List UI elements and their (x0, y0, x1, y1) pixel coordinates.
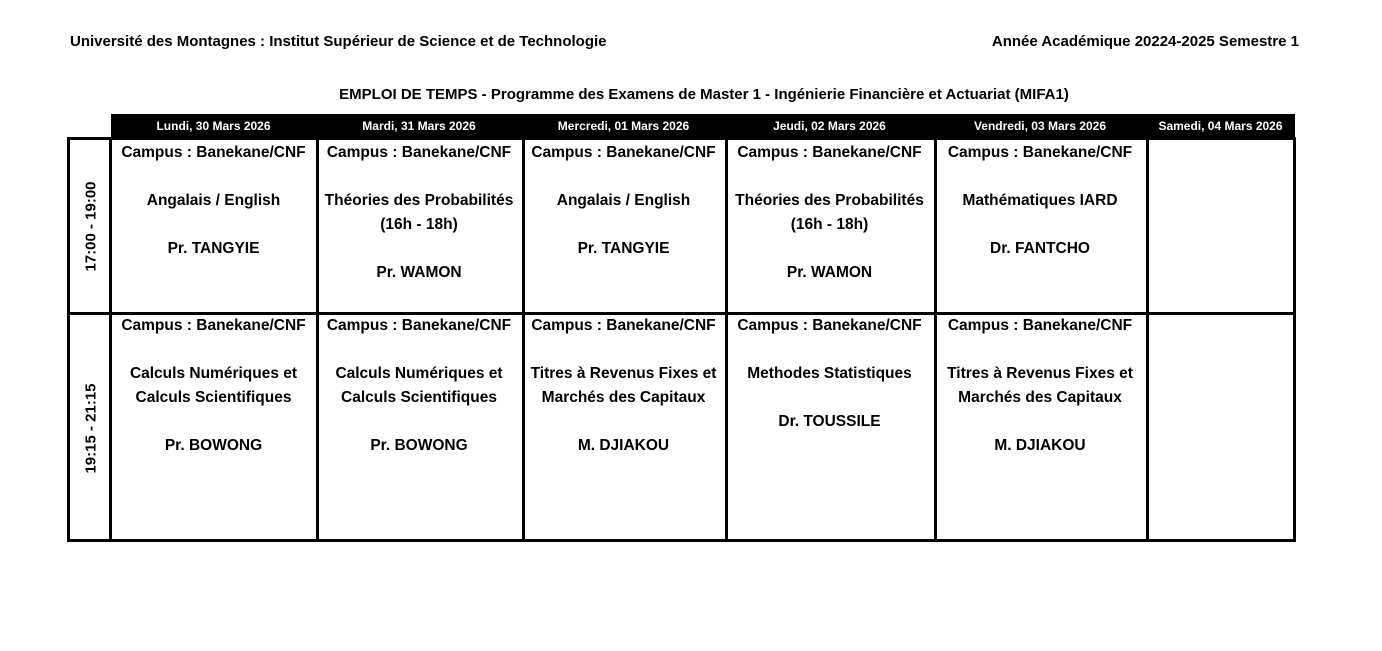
institution-name: Université des Montagnes : Institut Supérieur de Science et de Technologie (70, 33, 607, 50)
day-header-row (111, 114, 1295, 138)
professor-name: Pr. TANGYIE (167, 240, 260, 257)
course-name: Calculs Numériques et Calculs Scientifiques (335, 365, 503, 406)
campus-label: Campus : Banekane/CNF (531, 317, 716, 334)
course-name: Mathématiques IARD (962, 192, 1118, 209)
exam-cell (111, 313, 316, 458)
course-name: Angalais / English (146, 192, 281, 209)
campus-label: Campus : Banekane/CNF (531, 144, 716, 161)
course-name: Angalais / English (556, 192, 691, 209)
exam-cell (1146, 140, 1295, 164)
course-name: Théories des Probabilités (16h - 18h) (324, 192, 514, 233)
exam-cell (316, 140, 522, 285)
campus-label: Campus : Banekane/CNF (326, 317, 512, 334)
course-name: Titres à Revenus Fixes et Marchés des Capitaux (530, 365, 717, 406)
day-header-thursday: Jeudi, 02 Mars 2026 (773, 119, 886, 133)
course-name: Calculs Numériques et Calculs Scientifiques (129, 365, 298, 406)
exam-cell (725, 313, 934, 434)
campus-label: Campus : Banekane/CNF (947, 317, 1133, 334)
time-slot-2 (70, 315, 112, 542)
day-header-monday: Lundi, 30 Mars 2026 (156, 119, 271, 133)
time-slot-1 (70, 140, 112, 312)
course-name: Théories des Probabilités (16h - 18h) (735, 192, 924, 233)
course-name: Titres à Revenus Fixes et Marchés des Capitaux (947, 365, 1133, 406)
exam-cell (1146, 313, 1295, 337)
professor-name: Pr. BOWONG (164, 437, 263, 454)
exam-cell (934, 313, 1146, 458)
day-header-friday: Vendredi, 03 Mars 2026 (973, 119, 1107, 133)
campus-label: Campus : Banekane/CNF (326, 144, 512, 161)
professor-name: Dr. FANTCHO (990, 240, 1090, 257)
academic-year: Année Académique 20224-2025 Semestre 1 (991, 33, 1299, 50)
exam-cell (316, 313, 522, 458)
column-divider (1146, 140, 1149, 539)
exam-cell (111, 140, 316, 261)
day-header-saturday: Samedi, 04 Mars 2026 (1158, 119, 1283, 133)
professor-name: Pr. WAMON (786, 264, 873, 281)
professor-name: M. DJIAKOU (577, 437, 670, 454)
professor-name: Pr. WAMON (376, 264, 462, 281)
day-header-tuesday: Mardi, 31 Mars 2026 (362, 119, 476, 133)
exam-cell (725, 140, 934, 285)
campus-label: Campus : Banekane/CNF (737, 317, 922, 334)
professor-name: M. DJIAKOU (994, 437, 1086, 454)
campus-label: Campus : Banekane/CNF (121, 144, 306, 161)
professor-name: Dr. TOUSSILE (778, 413, 881, 430)
campus-label: Campus : Banekane/CNF (947, 144, 1133, 161)
professor-name: Pr. TANGYIE (577, 240, 670, 257)
time-slot-2-label: 19:15 - 21:15 (82, 383, 100, 474)
campus-label: Campus : Banekane/CNF (737, 144, 922, 161)
exam-cell (522, 140, 725, 261)
course-name: Methodes Statistiques (747, 365, 912, 382)
campus-label: Campus : Banekane/CNF (121, 317, 306, 334)
schedule-title: EMPLOI DE TEMPS - Programme des Examens de Master 1 - Ingénierie Financière et Actuariat (MIFA1) (339, 86, 1069, 103)
exam-cell (934, 140, 1146, 261)
day-header-wednesday: Mercredi, 01 Mars 2026 (557, 119, 690, 133)
professor-name: Pr. BOWONG (370, 437, 468, 454)
exam-cell (522, 313, 725, 458)
time-slot-1-label: 17:00 - 19:00 (82, 180, 100, 272)
